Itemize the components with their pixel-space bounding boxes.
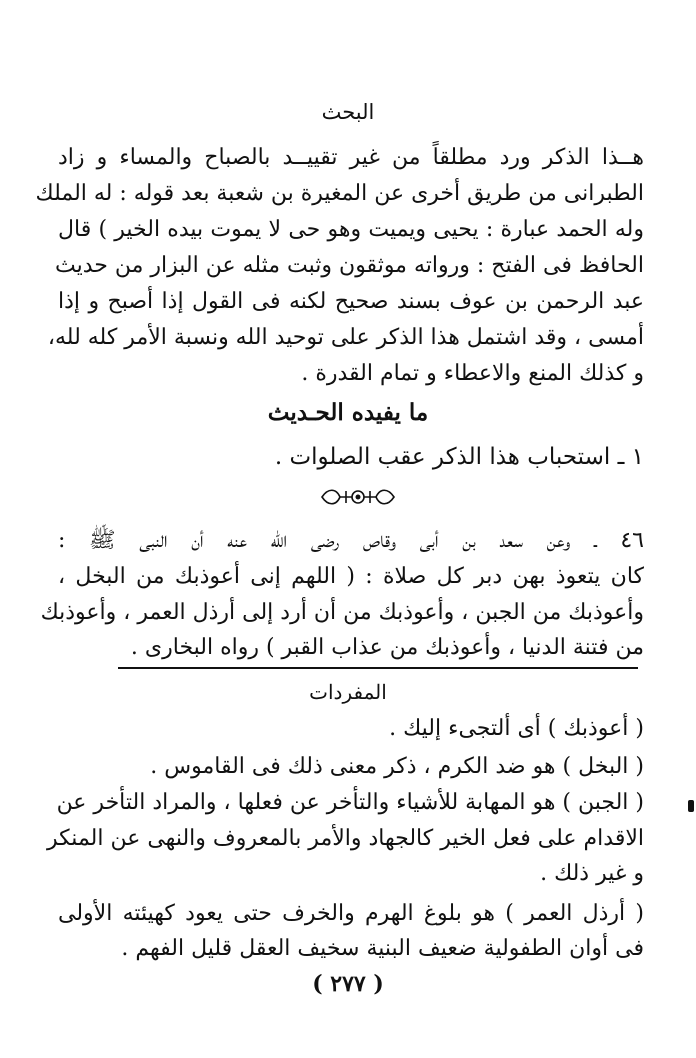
benefits-heading: ما يفيده الحـديث <box>267 399 429 426</box>
text-line: وله الحمد عبارة : يحيى ويميت وهو حى لا يموت بيده الخير ) قال <box>58 217 644 242</box>
margin-mark <box>688 800 694 812</box>
footnote-separator <box>118 667 638 669</box>
text-line: و غير ذلك . <box>540 861 644 886</box>
text-line: الحافظ فى الفتح : ورواته موثقون وثبت مثله عن البزار من حديث <box>54 253 644 278</box>
text-line: أمسى ، وقد اشتمل هذا الذكر على توحيد الله ونسبة الأمر كله لله، <box>47 325 644 350</box>
vocab-entry: ( أرذل العمر ) هو بلوغ الهرم والخرف حتى يعود كهيئته الأولى <box>58 901 644 926</box>
text-line: الطبرانى من طريق أخرى عن المغيرة بن شعبة بعد قوله : له الملك <box>35 181 644 206</box>
text-line: من فتنة الدنيا ، وأعوذبك من عذاب القبر ) رواه البخارى . <box>130 635 644 660</box>
vocab-entry: ( الجبن ) هو المهابة للأشياء والتأخر عن فعلها ، والمراد التأخر عن <box>56 790 644 815</box>
benefit-item: ١ ـ استحباب هذا الذكر عقب الصلوات . <box>274 444 644 470</box>
text-line: عبد الرحمن بن عوف بسند صحيح لكنه فى القول إذا أصبح و إذا <box>58 289 644 314</box>
text-line: و كذلك المنع والاعطاء و تمام القدرة . <box>301 361 644 386</box>
vocab-entry: ( البخل ) هو ضد الكرم ، ذكر معنى ذلك فى القاموس . <box>150 754 644 779</box>
section-title-bahth: البحث <box>321 100 375 124</box>
text-line: ٤٦ ـ وعن سعد بن أبى وقاص رضى الله عنه أن النبى ﷺ : <box>58 528 644 553</box>
text-line: كان يتعوذ بهن دبر كل صلاة : ( اللهم إنى أعوذبك من البخل ، <box>58 564 645 589</box>
text-line: فى أوان الطفولية ضعيف البنية سخيف العقل قليل الفهم . <box>121 936 644 961</box>
text-line: هــذا الذكر ورد مطلقاً من غير تقييــد بالصباح والمساء و زاد <box>58 145 644 170</box>
text-line: الاقدام على فعل الخير كالجهاد والأمر بالمعروف والنهى عن المنكر <box>47 826 644 851</box>
page-number: ( ٢٧٧ ) <box>312 971 384 997</box>
text-line: وأعوذبك من الجبن ، وأعوذبك من أن أرد إلى أرذل العمر ، وأعوذبك <box>40 600 644 625</box>
vocab-entry: ( أعوذبك ) أى ألتجىء إليك . <box>389 716 644 741</box>
vocabulary-heading: المفردات <box>309 680 387 704</box>
ornament-divider-icon <box>318 486 398 508</box>
